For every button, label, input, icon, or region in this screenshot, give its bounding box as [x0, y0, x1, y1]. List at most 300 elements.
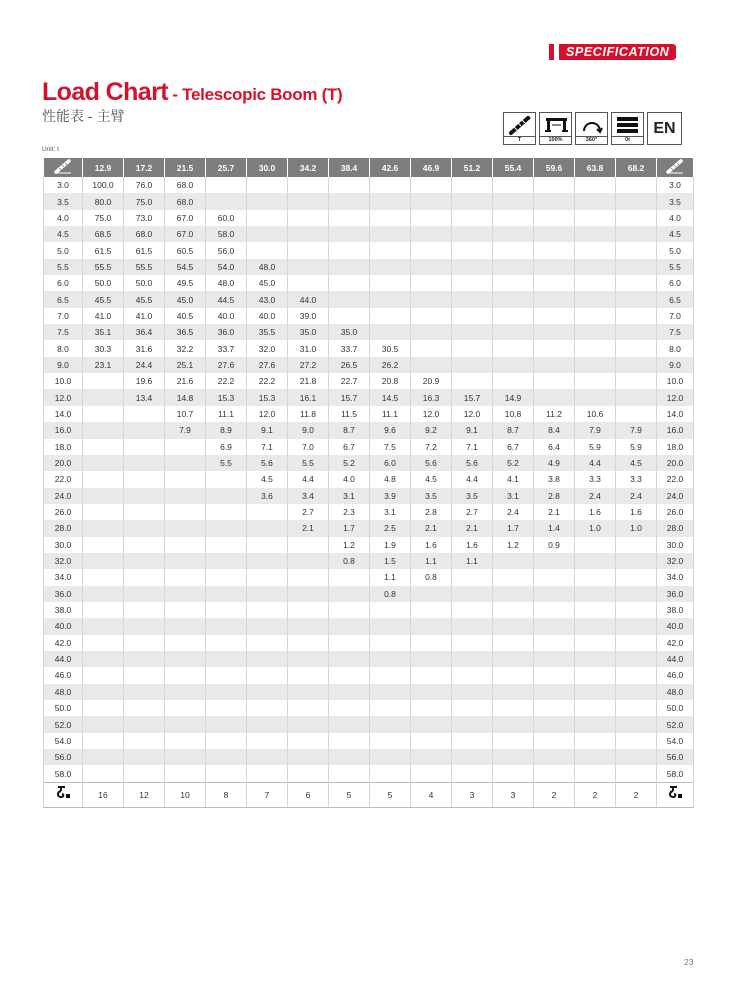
capacity-cell: 20.8	[370, 373, 411, 389]
capacity-cell	[411, 586, 452, 602]
capacity-cell	[165, 700, 206, 716]
radius-cell-left: 7.0	[44, 308, 83, 324]
capacity-cell	[411, 324, 452, 340]
capacity-cell	[452, 193, 493, 209]
radius-cell-right: 46.0	[657, 667, 694, 683]
capacity-cell: 45.0	[247, 275, 288, 291]
capacity-cell	[534, 308, 575, 324]
reeving-cell: 2	[575, 782, 616, 807]
capacity-cell: 0.8	[329, 553, 370, 569]
capacity-cell	[616, 716, 657, 732]
table-row	[44, 635, 694, 651]
capacity-cell: 3.8	[534, 471, 575, 487]
capacity-cell	[575, 357, 616, 373]
radius-cell-left: 14.0	[44, 406, 83, 422]
capacity-cell	[247, 504, 288, 520]
capacity-cell	[493, 177, 534, 193]
capacity-cell	[83, 537, 124, 553]
capacity-cell	[452, 586, 493, 602]
capacity-cell	[124, 422, 165, 438]
capacity-cell	[616, 553, 657, 569]
capacity-cell	[370, 259, 411, 275]
reeving-cell: 6	[288, 782, 329, 807]
capacity-cell	[616, 340, 657, 356]
capacity-cell	[124, 504, 165, 520]
table-row	[44, 765, 694, 782]
capacity-cell: 31.0	[288, 340, 329, 356]
table-row	[44, 471, 694, 487]
reeving-cell: 5	[370, 782, 411, 807]
capacity-cell	[247, 520, 288, 536]
table-row	[44, 569, 694, 585]
capacity-cell	[411, 193, 452, 209]
specification-badge	[549, 44, 676, 60]
table-row	[44, 324, 694, 340]
radius-cell-right: 44.0	[657, 651, 694, 667]
table-row	[44, 733, 694, 749]
capacity-cell: 4.9	[534, 455, 575, 471]
capacity-cell	[83, 667, 124, 683]
capacity-cell	[411, 700, 452, 716]
radius-cell-left: 5.0	[44, 242, 83, 258]
capacity-cell: 27.6	[206, 357, 247, 373]
capacity-cell: 26.2	[370, 357, 411, 373]
capacity-cell	[165, 488, 206, 504]
capacity-cell	[165, 455, 206, 471]
capacity-cell	[575, 635, 616, 651]
capacity-cell	[288, 569, 329, 585]
capacity-cell: 10.8	[493, 406, 534, 422]
capacity-cell: 4.5	[616, 455, 657, 471]
capacity-cell: 3.1	[370, 504, 411, 520]
capacity-cell	[411, 749, 452, 765]
capacity-cell	[83, 749, 124, 765]
boom-length-header	[44, 158, 694, 177]
capacity-cell	[165, 765, 206, 782]
capacity-cell	[616, 406, 657, 422]
capacity-cell: 7.9	[616, 422, 657, 438]
capacity-cell	[452, 618, 493, 634]
capacity-cell	[493, 275, 534, 291]
radius-cell-left: 38.0	[44, 602, 83, 618]
telescopic-boom-box	[503, 112, 536, 145]
capacity-cell	[247, 700, 288, 716]
capacity-cell	[575, 193, 616, 209]
capacity-cell	[493, 667, 534, 683]
radius-cell-right: 36.0	[657, 586, 694, 602]
capacity-cell	[165, 586, 206, 602]
capacity-cell	[575, 618, 616, 634]
boom-length-cell: 34.2	[288, 158, 329, 177]
capacity-cell	[493, 373, 534, 389]
capacity-cell: 35.1	[83, 324, 124, 340]
capacity-cell	[247, 226, 288, 242]
capacity-cell	[575, 700, 616, 716]
capacity-cell	[288, 602, 329, 618]
capacity-cell	[124, 602, 165, 618]
capacity-cell	[616, 667, 657, 683]
capacity-cell: 60.5	[165, 242, 206, 258]
capacity-cell	[411, 308, 452, 324]
capacity-cell	[124, 667, 165, 683]
capacity-cell	[247, 667, 288, 683]
capacity-cell	[124, 520, 165, 536]
radius-cell-right: 22.0	[657, 471, 694, 487]
capacity-cell: 1.7	[329, 520, 370, 536]
capacity-cell: 11.1	[206, 406, 247, 422]
reeving-label-left	[44, 782, 83, 807]
capacity-cell	[493, 569, 534, 585]
capacity-cell: 39.0	[288, 308, 329, 324]
capacity-cell	[206, 635, 247, 651]
capacity-cell	[575, 749, 616, 765]
capacity-cell: 100.0	[83, 177, 124, 193]
capacity-cell: 35.0	[329, 324, 370, 340]
capacity-cell	[124, 765, 165, 782]
radius-cell-left: 10.0	[44, 373, 83, 389]
capacity-cell: 7.1	[247, 439, 288, 455]
capacity-cell: 4.5	[247, 471, 288, 487]
radius-cell-right: 58.0	[657, 765, 694, 782]
capacity-cell: 32.2	[165, 340, 206, 356]
radius-cell-left: 32.0	[44, 553, 83, 569]
radius-cell-left: 36.0	[44, 586, 83, 602]
capacity-cell: 1.9	[370, 537, 411, 553]
capacity-cell: 1.2	[493, 537, 534, 553]
capacity-cell	[493, 602, 534, 618]
capacity-cell: 1.0	[575, 520, 616, 536]
radius-cell-right: 30.0	[657, 537, 694, 553]
capacity-cell	[124, 733, 165, 749]
capacity-cell	[534, 357, 575, 373]
radius-cell-right: 16.0	[657, 422, 694, 438]
capacity-cell	[83, 602, 124, 618]
capacity-cell	[616, 259, 657, 275]
slew-caption: 360°	[576, 136, 607, 144]
capacity-cell	[165, 716, 206, 732]
capacity-cell: 68.0	[165, 177, 206, 193]
capacity-cell: 27.6	[247, 357, 288, 373]
capacity-cell: 68.0	[124, 226, 165, 242]
boom-length-cell: 21.5	[165, 158, 206, 177]
title-sub: Telescopic Boom (T)	[182, 85, 343, 104]
capacity-cell	[83, 389, 124, 405]
capacity-cell	[452, 259, 493, 275]
radius-cell-left: 6.5	[44, 291, 83, 307]
capacity-cell	[452, 373, 493, 389]
capacity-cell	[206, 733, 247, 749]
capacity-cell	[493, 259, 534, 275]
capacity-cell: 80.0	[83, 193, 124, 209]
radius-cell-left: 9.0	[44, 357, 83, 373]
capacity-cell: 1.2	[329, 537, 370, 553]
capacity-cell	[534, 291, 575, 307]
capacity-cell: 27.2	[288, 357, 329, 373]
capacity-cell: 35.5	[247, 324, 288, 340]
capacity-cell	[83, 455, 124, 471]
capacity-cell	[370, 602, 411, 618]
capacity-cell	[452, 357, 493, 373]
reeving-cell: 7	[247, 782, 288, 807]
capacity-cell: 5.5	[206, 455, 247, 471]
reeving-cell: 8	[206, 782, 247, 807]
capacity-cell	[534, 259, 575, 275]
capacity-cell	[329, 275, 370, 291]
capacity-cell: 40.0	[206, 308, 247, 324]
table-row	[44, 602, 694, 618]
capacity-cell	[616, 569, 657, 585]
capacity-cell	[247, 651, 288, 667]
capacity-cell: 3.4	[288, 488, 329, 504]
capacity-cell: 45.5	[83, 291, 124, 307]
capacity-cell	[206, 618, 247, 634]
capacity-cell: 1.1	[411, 553, 452, 569]
capacity-cell: 22.2	[247, 373, 288, 389]
configuration-icons	[503, 112, 682, 145]
capacity-cell	[411, 684, 452, 700]
capacity-cell: 2.4	[493, 504, 534, 520]
boom-length-cell: 46.9	[411, 158, 452, 177]
capacity-cell	[452, 684, 493, 700]
radius-cell-right: 10.0	[657, 373, 694, 389]
capacity-cell: 3.3	[575, 471, 616, 487]
title-separator: -	[167, 85, 183, 104]
capacity-cell: 30.5	[370, 340, 411, 356]
capacity-cell	[329, 749, 370, 765]
capacity-cell	[411, 210, 452, 226]
table-row	[44, 618, 694, 634]
boom-length-cell: 51.2	[452, 158, 493, 177]
capacity-cell	[534, 716, 575, 732]
capacity-cell: 3.1	[493, 488, 534, 504]
capacity-cell	[247, 177, 288, 193]
capacity-cell	[411, 716, 452, 732]
capacity-cell	[329, 684, 370, 700]
table-row	[44, 177, 694, 193]
capacity-cell	[124, 569, 165, 585]
radius-cell-right: 52.0	[657, 716, 694, 732]
capacity-cell	[83, 733, 124, 749]
reeving-cell: 4	[411, 782, 452, 807]
capacity-cell: 9.6	[370, 422, 411, 438]
capacity-cell	[247, 602, 288, 618]
capacity-cell	[124, 684, 165, 700]
capacity-cell	[575, 553, 616, 569]
capacity-cell	[411, 357, 452, 373]
capacity-cell: 76.0	[124, 177, 165, 193]
capacity-cell	[206, 193, 247, 209]
capacity-cell: 75.0	[124, 193, 165, 209]
capacity-cell: 5.6	[247, 455, 288, 471]
capacity-cell: 9.0	[288, 422, 329, 438]
radius-cell-left: 44.0	[44, 651, 83, 667]
capacity-cell	[288, 684, 329, 700]
capacity-cell	[83, 520, 124, 536]
radius-cell-right: 18.0	[657, 439, 694, 455]
hook-reeving-icon	[55, 785, 71, 799]
capacity-cell	[288, 716, 329, 732]
capacity-cell	[370, 226, 411, 242]
capacity-cell	[329, 586, 370, 602]
capacity-cell: 36.5	[165, 324, 206, 340]
capacity-cell	[206, 684, 247, 700]
capacity-cell	[616, 700, 657, 716]
capacity-cell	[288, 635, 329, 651]
capacity-cell: 24.4	[124, 357, 165, 373]
capacity-cell	[493, 586, 534, 602]
capacity-cell	[247, 716, 288, 732]
capacity-cell: 12.0	[247, 406, 288, 422]
table-row	[44, 586, 694, 602]
capacity-cell	[165, 537, 206, 553]
capacity-cell: 75.0	[83, 210, 124, 226]
capacity-cell: 12.0	[452, 406, 493, 422]
capacity-cell	[206, 586, 247, 602]
capacity-cell	[83, 406, 124, 422]
capacity-cell	[411, 651, 452, 667]
capacity-cell	[206, 488, 247, 504]
capacity-cell	[411, 667, 452, 683]
capacity-cell: 5.2	[493, 455, 534, 471]
capacity-cell	[534, 569, 575, 585]
radius-cell-right: 26.0	[657, 504, 694, 520]
table-row	[44, 389, 694, 405]
capacity-cell	[288, 242, 329, 258]
table-row	[44, 537, 694, 553]
boom-length-cell: 68.2	[616, 158, 657, 177]
table-row	[44, 275, 694, 291]
reeving-cell: 12	[124, 782, 165, 807]
capacity-cell	[288, 586, 329, 602]
capacity-cell	[411, 242, 452, 258]
capacity-cell	[329, 308, 370, 324]
capacity-cell: 58.0	[206, 226, 247, 242]
capacity-cell	[575, 389, 616, 405]
boom-radius-icon	[666, 159, 684, 174]
capacity-cell	[83, 765, 124, 782]
capacity-cell	[247, 553, 288, 569]
capacity-cell: 12.0	[411, 406, 452, 422]
capacity-cell	[124, 553, 165, 569]
capacity-cell	[247, 193, 288, 209]
capacity-cell	[534, 373, 575, 389]
capacity-cell	[288, 210, 329, 226]
capacity-cell	[124, 651, 165, 667]
capacity-cell	[124, 537, 165, 553]
radius-cell-right: 48.0	[657, 684, 694, 700]
table-row	[44, 520, 694, 536]
radius-cell-left: 50.0	[44, 700, 83, 716]
capacity-cell	[329, 177, 370, 193]
boom-caption: T	[504, 136, 535, 144]
radius-cell-left: 42.0	[44, 635, 83, 651]
capacity-cell: 7.5	[370, 439, 411, 455]
capacity-cell: 0.9	[534, 537, 575, 553]
capacity-cell: 23.1	[83, 357, 124, 373]
capacity-cell: 15.7	[329, 389, 370, 405]
capacity-cell: 55.5	[83, 259, 124, 275]
capacity-cell: 1.6	[411, 537, 452, 553]
capacity-cell: 16.3	[411, 389, 452, 405]
capacity-cell	[206, 471, 247, 487]
capacity-cell	[534, 749, 575, 765]
capacity-cell: 36.4	[124, 324, 165, 340]
capacity-cell: 20.9	[411, 373, 452, 389]
capacity-cell: 1.6	[452, 537, 493, 553]
capacity-cell	[493, 635, 534, 651]
capacity-cell: 0.8	[411, 569, 452, 585]
capacity-cell: 2.5	[370, 520, 411, 536]
boom-radius-icon	[54, 159, 72, 174]
capacity-cell	[575, 324, 616, 340]
radius-cell-right: 42.0	[657, 635, 694, 651]
capacity-cell	[493, 700, 534, 716]
capacity-cell	[452, 177, 493, 193]
capacity-cell	[616, 651, 657, 667]
radius-cell-left: 40.0	[44, 618, 83, 634]
capacity-cell	[206, 569, 247, 585]
capacity-cell: 15.3	[247, 389, 288, 405]
capacity-cell	[165, 520, 206, 536]
capacity-cell: 11.8	[288, 406, 329, 422]
capacity-cell	[124, 455, 165, 471]
load-chart-table	[43, 158, 694, 808]
capacity-cell	[452, 716, 493, 732]
radius-cell-right: 24.0	[657, 488, 694, 504]
badge-label: SPECIFICATION	[559, 44, 676, 60]
capacity-cell: 21.8	[288, 373, 329, 389]
table-row	[44, 406, 694, 422]
radius-cell-right: 12.0	[657, 389, 694, 405]
capacity-cell	[616, 210, 657, 226]
title-chinese: 性能表 - 主臂	[42, 108, 125, 124]
capacity-cell: 5.2	[329, 455, 370, 471]
capacity-cell	[206, 716, 247, 732]
capacity-cell	[534, 651, 575, 667]
capacity-cell: 45.5	[124, 291, 165, 307]
capacity-cell	[616, 308, 657, 324]
capacity-cell	[411, 275, 452, 291]
capacity-cell	[493, 308, 534, 324]
capacity-cell: 19.6	[124, 373, 165, 389]
capacity-cell	[370, 635, 411, 651]
capacity-cell	[288, 765, 329, 782]
capacity-cell	[575, 226, 616, 242]
language-badge: EN	[647, 112, 682, 145]
capacity-cell	[452, 291, 493, 307]
capacity-cell	[575, 537, 616, 553]
capacity-cell	[452, 210, 493, 226]
capacity-cell	[534, 733, 575, 749]
capacity-cell	[616, 373, 657, 389]
capacity-cell	[370, 193, 411, 209]
capacity-cell	[329, 602, 370, 618]
capacity-cell	[534, 340, 575, 356]
capacity-cell: 1.4	[534, 520, 575, 536]
capacity-cell: 8.7	[329, 422, 370, 438]
capacity-cell	[493, 733, 534, 749]
capacity-cell	[370, 275, 411, 291]
capacity-cell	[288, 749, 329, 765]
capacity-cell	[206, 651, 247, 667]
capacity-cell	[411, 635, 452, 651]
capacity-cell	[370, 618, 411, 634]
table-row	[44, 242, 694, 258]
radius-cell-left: 24.0	[44, 488, 83, 504]
capacity-cell	[411, 602, 452, 618]
capacity-cell	[534, 667, 575, 683]
capacity-cell	[288, 667, 329, 683]
